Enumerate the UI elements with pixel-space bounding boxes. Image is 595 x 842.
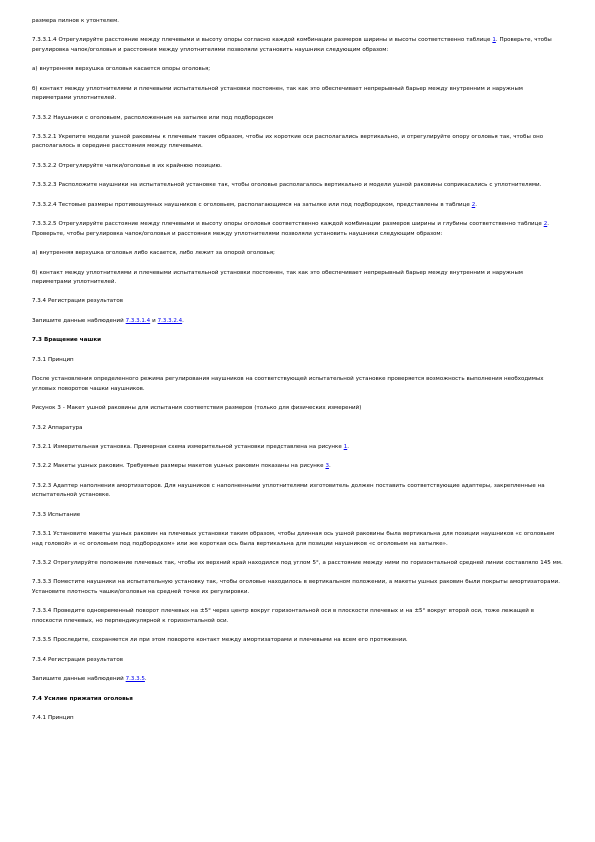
paragraph-7-3-3-2 bbox=[32, 559, 563, 568]
paragraph-text: 7.3.3.4 Проведите одновременный поворот плечевых на ±5° через центр вокруг горизонтальной оси в плоскости плечевых и на ±5° вокруг второй оси, тоже лежащей в плоскости плечевых, но перпендикулярной к горизонтальной оси. bbox=[32, 608, 535, 624]
paragraph-7-3-3-3 bbox=[32, 578, 563, 597]
subsection-heading-7-4-1 bbox=[32, 714, 563, 723]
heading-text: 7.4.1 Принцип bbox=[32, 714, 74, 721]
paragraph-text: . Проверьте, чтобы регулировка чапок/оголовья и расстояния между уплотнителями позволяли установить наушники следующим образом: bbox=[32, 221, 549, 237]
paragraph-record-results-2 bbox=[32, 675, 563, 684]
paragraph-text: После установления определенного режима регулирования наушников на соответствующей испытательной установке проверяется возможность выполнения необходимых угловых поворотов чашки наушников. bbox=[32, 376, 544, 392]
ref-7-3-3-5-link[interactable]: 7.3.3.5 bbox=[125, 676, 145, 683]
paragraph-text: 7.3.3.2.1 Укрепите модели ушной раковины к плечевым таким образом, чтобы их короткие оси располагались вертикально, и отрегулируйте опору оголовья так, чтобы оно располагалось в середине расстояния между плечевыми. bbox=[32, 134, 544, 150]
paragraph-7-3-3-5 bbox=[32, 636, 563, 645]
heading-text: 7.3.4 Регистрация результатов bbox=[32, 298, 123, 305]
section-heading-7-4 bbox=[32, 695, 563, 704]
paragraph-text: 7.3.3.2.3 Расположите наушники на испытательной установке так, чтобы оголовье располагалось вертикально и модели ушной раковины соприкасались с уплотнителями. bbox=[32, 182, 542, 189]
paragraph-text: Запишите данные наблюдений bbox=[32, 317, 126, 324]
table-2-link[interactable]: 2 bbox=[543, 221, 548, 228]
subsection-heading-7-3-4-results bbox=[32, 656, 563, 665]
subsection-heading-7-3-4 bbox=[32, 297, 563, 306]
paragraph-text: . bbox=[328, 463, 331, 470]
paragraph-principle bbox=[32, 375, 563, 394]
paragraph-7-3-3-2-2 bbox=[32, 162, 563, 171]
paragraph-text: Запишите данные наблюдений bbox=[32, 676, 126, 683]
paragraph-text: а) внутренняя верхушка оголовья либо касается, либо лежит за опорой оголовья; bbox=[32, 250, 275, 257]
subsection-heading-7-3-2 bbox=[32, 424, 563, 433]
heading-text: 7.3.1 Принцип bbox=[32, 356, 74, 363]
paragraph-7-3-3-4 bbox=[32, 607, 563, 626]
paragraph-text: и bbox=[150, 317, 158, 324]
paragraph-7-3-2-3 bbox=[32, 482, 563, 501]
paragraph-7-3-3-1 bbox=[32, 530, 563, 549]
list-item-a bbox=[32, 249, 563, 258]
paragraph-text: 7.3.2.1 Измерительная установка. Примерная схема измерительной установки представлена на рисунке bbox=[32, 443, 344, 450]
paragraph-text: . bbox=[144, 676, 147, 683]
paragraph-text: б) контакт между уплотнителями и плечевыми испытательной установки постоянен, так как это обеспечивает непрерывный барьер между внутренним и наружным периметрами уплотнителей. bbox=[32, 85, 523, 102]
paragraph-7-3-3-2-3 bbox=[32, 181, 563, 190]
paragraph-text: . bbox=[475, 201, 477, 208]
figure-1-link[interactable]: 1 bbox=[343, 443, 348, 450]
paragraph-text: 7.3.3.5 Проследите, сохраняется ли при этом повороте контакт между амортизаторами и плечевыми на всем его протяжении. bbox=[32, 637, 408, 644]
paragraph-continuation bbox=[32, 17, 563, 26]
heading-text: 7.3 Вращение чашки bbox=[32, 337, 102, 344]
heading-text: 7.3.3 Испытание bbox=[32, 511, 81, 518]
table-2-link[interactable]: 2 bbox=[471, 201, 476, 208]
paragraph-text: 7.3.3.1 Установите макеты ушных раковин на плечевых установки таким образом, чтобы длинная ось ушной раковины была вертикальна для позиции наушников «с оголовьем над головой» и «с оголовьем под подбородком» или же короткая ось была вертикальна для позиции наушников «с оголовьем на затылке». bbox=[32, 531, 555, 547]
subsection-heading-7-3-1 bbox=[32, 356, 563, 365]
paragraph-text: б) контакт между уплотнителями и плечевыми испытательной установки постоянен, так как это обеспечивает непрерывный барьер между внутренним и наружным периметрами уплотнителей. bbox=[32, 269, 523, 285]
subsection-heading-7-3-3 bbox=[32, 511, 563, 520]
figure-3-link[interactable]: 3 bbox=[325, 463, 329, 470]
heading-text: 7.3.3.2 Наушники с оголовьем, расположенным на затылке или под подбородком bbox=[32, 114, 274, 121]
caption-text: Рисунок 3 - Макет ушной раковины для испытания соответствия размеров (только для физических измерений) bbox=[32, 405, 362, 412]
paragraph-text: . bbox=[347, 443, 349, 450]
paragraph-text: 7.3.3.2 Отрегулируйте положение плечевых так, чтобы их верхний край находился под углом 5°, а расстояние между ними по горизонтальной средней линии составляло 145 мм. bbox=[32, 560, 563, 566]
paragraph-text: 7.3.2.2 Макеты ушных раковин. Требуемые размеры макетов ушных раковин показаны на рисунке bbox=[32, 463, 326, 470]
heading-text: 7.4 Усилие прижатия оголовья bbox=[32, 695, 133, 702]
paragraph-text: 7.3.3.2.5 Отрегулируйте расстояние между плечевыми и высоту опоры оголовья соответственно каждой комбинации размеров ширины и глубины соответственно таблице bbox=[32, 221, 544, 228]
paragraph-7-3-3-2-1 bbox=[32, 133, 563, 152]
paragraph-record-results bbox=[32, 317, 563, 326]
section-heading-7-3 bbox=[32, 336, 563, 345]
paragraph-text: а) внутренняя верхушка оголовья касается опоры оголовья; bbox=[32, 66, 211, 73]
heading-text: 7.3.2 Аппаратура bbox=[32, 424, 83, 431]
paragraph-7-3-3-2-5 bbox=[32, 220, 563, 239]
ref-7-3-3-2-4-link[interactable]: 7.3.3.2.4 bbox=[157, 317, 183, 324]
list-item-b bbox=[32, 269, 563, 288]
paragraph-text: 7.3.3.3 Поместите наушники на испытательную установку так, чтобы оголовье находилось в вертикальном положении, а макеты ушных раковин были покрыты амортизаторами. Установите плотность чашки/оголовья на средней точке их регулировки. bbox=[32, 579, 561, 595]
heading-text: 7.3.4 Регистрация результатов bbox=[32, 656, 123, 663]
paragraph-text: 7.3.3.1.4 Отрегулируйте расстояние между плечевыми и высоту опоры согласно каждой комбинации размеров ширины и высоты соответственно таблице bbox=[32, 37, 493, 44]
figure-caption bbox=[32, 404, 563, 413]
paragraph-text: 7.3.2.3 Адаптер наполнения амортизаторов. Для наушников с наполненными уплотнителями изготовитель должен поставить соответствующие адаптеры, закрепленные на испытательной установке. bbox=[32, 482, 545, 499]
paragraph-text: 7.3.3.2.4 Тестовые размеры противошумных наушников с оголовьем, располагающимся на затылке или под подбородком, представлены в таблице bbox=[32, 201, 472, 208]
paragraph-text: . Проверьте, чтобы регулировка чапок/оголовья и расстояния между уплотнителями позволяли установить наушники следующим образом: bbox=[32, 37, 552, 53]
paragraph-7-3-2-1 bbox=[32, 443, 563, 452]
table-1-link[interactable]: 1 bbox=[492, 37, 496, 44]
paragraph-7-3-2-2 bbox=[32, 462, 563, 471]
paragraph-7-3-3-2-4 bbox=[32, 201, 563, 210]
list-item-a bbox=[32, 65, 563, 74]
paragraph-7-3-3-1-4 bbox=[32, 36, 563, 55]
paragraph-text: 7.3.3.2.2 Отрегулируйте чапки/оголовье в их крайнюю позицию. bbox=[32, 162, 222, 169]
paragraph-text: размера пилнов к утонтелем. bbox=[32, 18, 120, 24]
paragraph-text: . bbox=[182, 317, 184, 324]
subsection-heading-7-3-3-2 bbox=[32, 114, 563, 123]
ref-7-3-3-1-4-link[interactable]: 7.3.3.1.4 bbox=[125, 317, 151, 324]
list-item-b bbox=[32, 85, 563, 104]
